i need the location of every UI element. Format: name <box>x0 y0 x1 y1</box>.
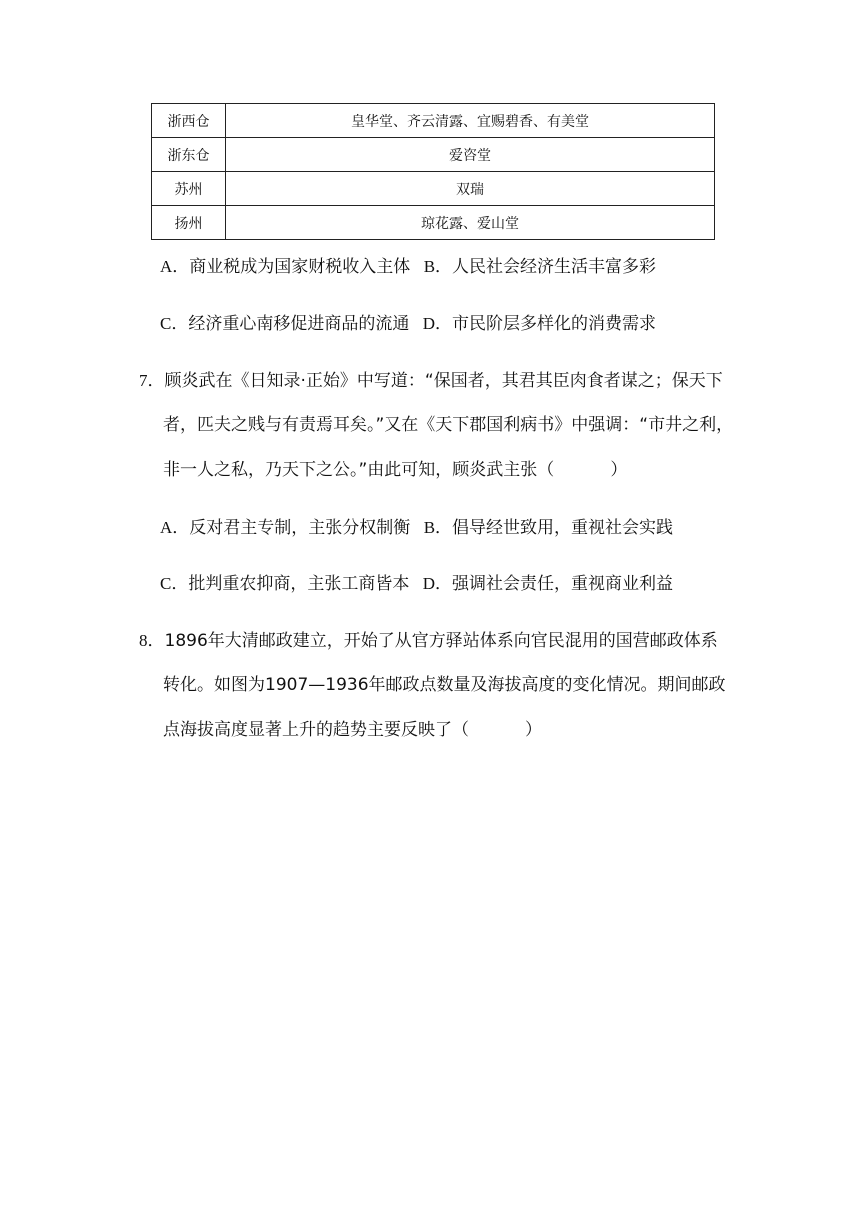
q7-text-3: 非一人之私，乃天下之公。”由此可知，顾炎武主张（ <box>163 460 555 480</box>
table-row <box>152 172 715 206</box>
q7-option-a-label: A． <box>160 518 190 537</box>
q6-option-d-text: 市民阶层多样化的消费需求 <box>452 314 657 334</box>
q6-option-a-label: A． <box>160 257 190 276</box>
q7-option-c-text: 批判重农抑商，主张工商皆本 <box>188 574 410 594</box>
q7-option-d-label: D． <box>422 574 453 593</box>
table-row <box>152 138 715 172</box>
brands-cell: 琼花露、爱山堂 <box>226 206 715 240</box>
region-cell: 扬州 <box>152 206 226 240</box>
q6-option-c-label: C． <box>160 314 189 333</box>
q6-option-c-text: 经济重心南移促进商品的流通 <box>188 314 410 334</box>
brands-cell: 爱咨堂 <box>226 138 715 172</box>
brands-cell: 皇华堂、齐云清露、宜赐碧香、有美堂 <box>226 104 715 138</box>
q6-option-b-label: B． <box>423 257 453 276</box>
q7-option-a-text: 反对君主专制，主张分权制衡 <box>189 518 411 538</box>
table-row <box>152 206 715 240</box>
q6-option-d-label: D． <box>422 314 453 333</box>
q6-option-a-text: 商业税成为国家财税收入主体 <box>189 257 411 277</box>
q7-number: 7． <box>139 371 165 390</box>
q6-option-b-text: 人民社会经济生活丰富多彩 <box>452 257 657 277</box>
region-cell: 苏州 <box>152 172 226 206</box>
q7-option-c-label: C． <box>160 574 189 593</box>
q7-text-1: 顾炎武在《日知录·正始》中写道：“保国者，其君其臣肉食者谋之；保天下 <box>164 371 723 391</box>
q7-option-b-label: B． <box>423 518 453 537</box>
q7-options-row-1 <box>160 516 673 540</box>
q7-stem-line-3 <box>163 458 627 482</box>
q6-options-row-1 <box>160 255 656 279</box>
table-row <box>152 104 715 138</box>
q8-close-paren: ） <box>525 720 542 740</box>
q8-stem-line-3 <box>163 718 542 742</box>
region-cell: 浙东仓 <box>152 138 226 172</box>
q7-stem-line-2: 者，匹夫之贱与有责焉耳矣。”又在《天下郡国利病书》中强调：“市井之利， <box>163 415 734 435</box>
q7-option-d-text: 强调社会责任，重视商业利益 <box>452 574 674 594</box>
q8-stem-line-1 <box>139 629 718 653</box>
q8-number: 8． <box>139 631 165 650</box>
q8-stem-line-2: 转化。如图为1907—1936年邮政点数量及海拔高度的变化情况。期间邮政 <box>163 675 726 695</box>
region-cell: 浙西仓 <box>152 104 226 138</box>
q7-stem-line-1 <box>139 369 723 393</box>
q6-options-row-2 <box>160 312 656 336</box>
brand-table <box>151 103 715 240</box>
q7-option-b-text: 倡导经世致用，重视社会实践 <box>452 518 674 538</box>
q7-close-paren: ） <box>610 460 628 480</box>
q8-text-1: 1896年大清邮政建立，开始了从官方驿站体系向官民混用的国营邮政体系 <box>164 631 718 651</box>
brands-cell: 双瑞 <box>226 172 715 206</box>
q7-options-row-2 <box>160 572 673 596</box>
q8-text-3: 点海拔高度显著上升的趋势主要反映了（ <box>163 720 469 740</box>
